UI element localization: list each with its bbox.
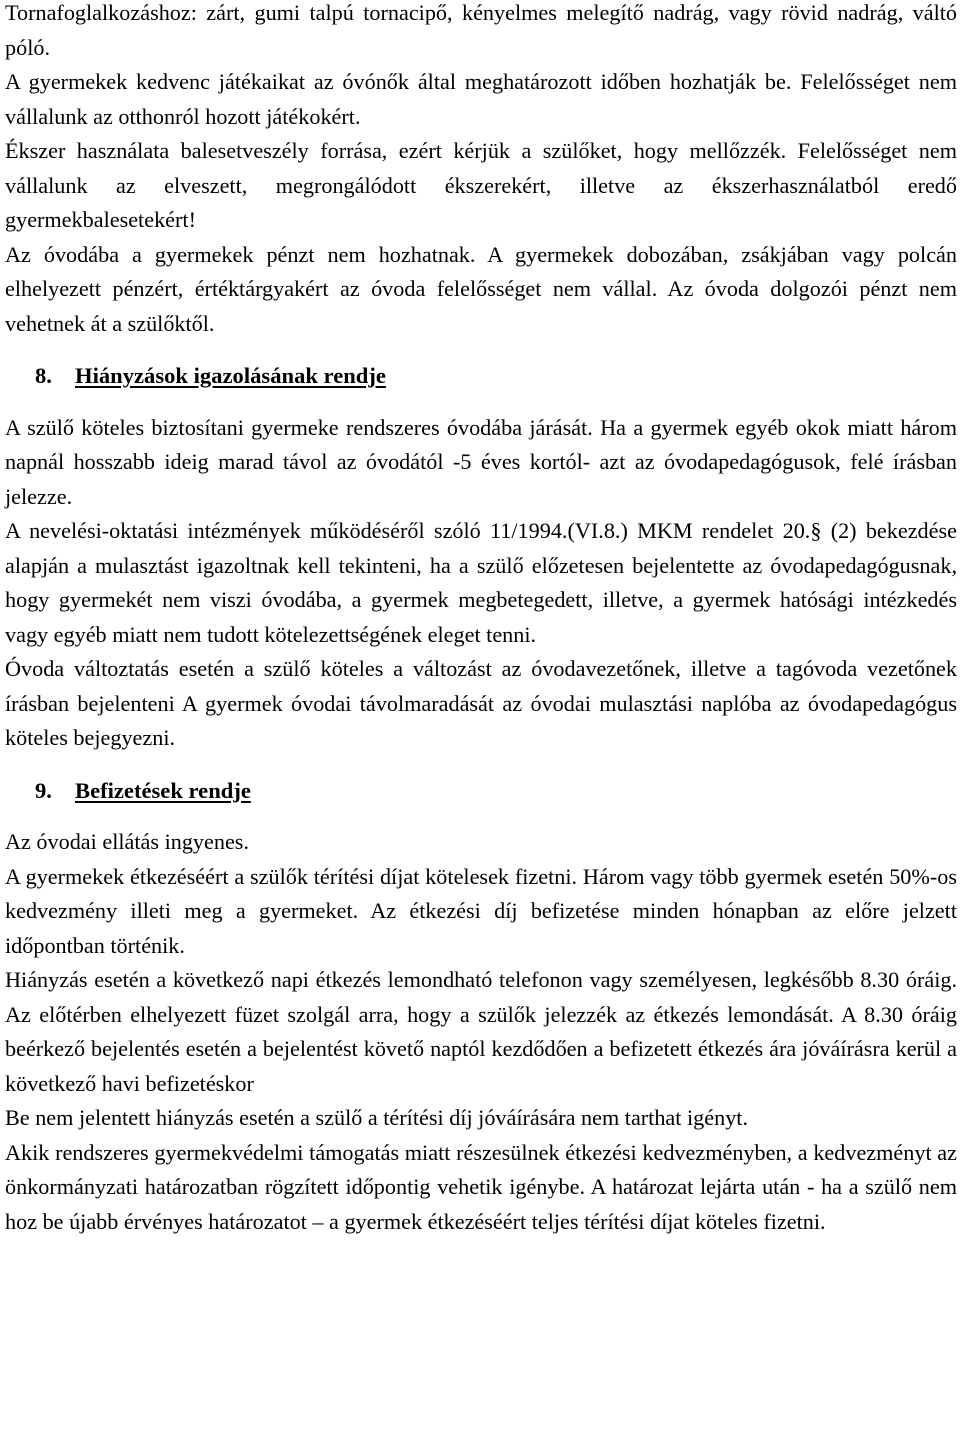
section-number: 8. [35, 363, 52, 388]
spacer [5, 808, 957, 825]
section-title: Hiányzások igazolásának rendje [75, 363, 386, 388]
paragraph: Akik rendszeres gyermekvédelmi támogatás miatt részesülnek étkezési kedvezményben, a kedvezményt az önkormányzati határozatban rögzített időpontig vehetik igénybe. A határozat lejárta után - ha a szülő nem hoz be újabb érvényes határozatot – a gyermek étkezéséért teljes térítési díjat köteles fizetni. [5, 1139, 957, 1234]
section-heading-8 [5, 359, 957, 394]
paragraph: Be nem jelentett hiányzás esetén a szülő a térítési díj jóváírására nem tarthat igényt. [5, 1105, 748, 1130]
paragraph: Tornafoglalkozáshoz: zárt, gumi talpú tornacipő, kényelmes melegítő nadrág, vagy rövid nadrág, váltó póló. [5, 0, 957, 60]
spacer [5, 341, 957, 359]
spacer [5, 756, 957, 774]
spacer [5, 394, 957, 411]
section-number: 9. [35, 777, 52, 803]
document-page [5, 0, 957, 1239]
paragraph: Ékszer használata balesetveszély forrása, ezért kérjük a szülőket, hogy mellőzzék. Felelősséget nem vállalunk az elveszett, megrongálódott ékszerekért, illetve az ékszerhasználatból eredő gyermekbalesetekért! [5, 138, 957, 232]
paragraph: A szülő köteles biztosítani gyermeke rendszeres óvodába járását. Ha a gyermek egyéb okok miatt három napnál hosszabb ideig marad távol az óvodától -5 éves kortól- azt az óvodapedagógusok, felé írásban jelezze. [5, 414, 957, 509]
paragraph: Az óvodai ellátás ingyenes. [5, 829, 249, 854]
section-title: Befizetések rendje [75, 777, 251, 803]
paragraph: A gyermekek étkezéséért a szülők térítési díjat kötelesek fizetni. Három vagy több gyermek esetén 50%-os kedvezmény illeti meg a gyermeket. Az étkezési díj befizetése minden hónapban az előre jelzett időpontban történik. [5, 863, 957, 958]
paragraph: A nevelési-oktatási intézmények működéséről szóló 11/1994.(VI.8.) MKM rendelet 20.§ (2) bekezdése alapján a mulasztást igazoltnak kell tekinteni, ha a szülő előzetesen bejelentette az óvodapedagógusnak, hogy gyermekét nem viszi óvodába, a gyermek megbetegedett, illetve, a gyermek hatósági intézkedés vagy egyéb miatt nem tudott kötelezettségének eleget tenni. [5, 518, 957, 647]
paragraph: Az óvodába a gyermekek pénzt nem hozhatnak. A gyermekek dobozában, zsákjában vagy polcán elhelyezett pénzért, értéktárgyakért az óvoda felelősséget nem vállal. Az óvoda dolgozói pénzt nem vehetnek át a szülőktől. [5, 241, 957, 336]
paragraph: Óvoda változtatás esetén a szülő köteles a változást az óvodavezetőnek, illetve a tagóvoda vezetőnek írásban bejelenteni A gyermek óvodai távolmaradását az óvodai mulasztási naplóba az óvodapedagógus köteles bejegyezni. [5, 656, 957, 750]
paragraph: Hiányzás esetén a következő napi étkezés lemondható telefonon vagy személyesen, legkésőbb 8.30 óráig. Az előtérben elhelyezett füzet szolgál arra, hogy a szülők jelezzék az étkezés lemondását. A 8.30 óráig beérkező bejelentés esetén a bejelentést követő naptól kezdődően a befizetett étkezés ára jóváírásra kerül a következő havi befizetéskor [5, 967, 957, 1096]
paragraph: A gyermekek kedvenc játékaikat az óvónők által meghatározott időben hozhatják be. Felelősséget nem vállalunk az otthonról hozott játékokért. [5, 69, 957, 129]
section-heading-9 [5, 774, 957, 809]
